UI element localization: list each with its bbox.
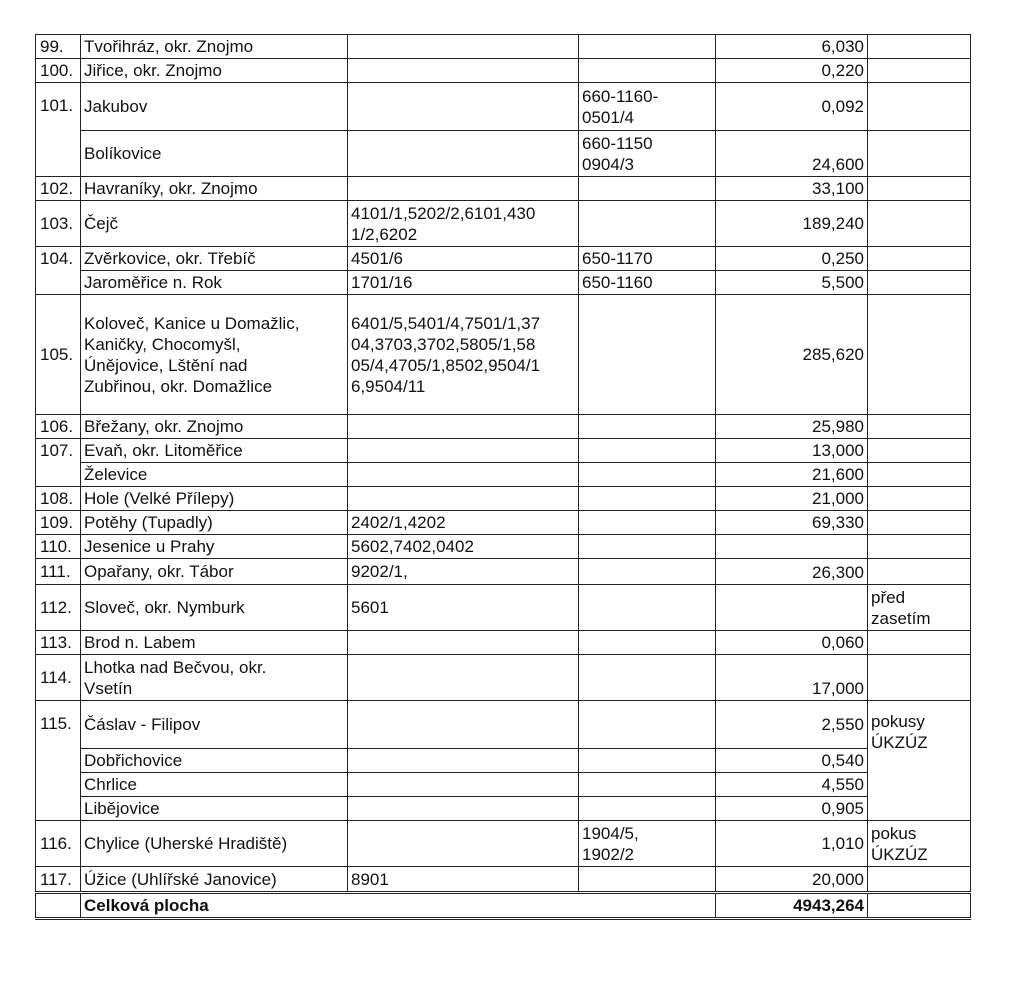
row-number: 115. [36, 701, 81, 821]
parcels-cell: 6401/5,5401/4,7501/1,37 04,3703,3702,5805/1,58 05/4,4705/1,8502,9504/1 6,9504/11 [348, 295, 579, 415]
location-cell: Želevice [81, 463, 348, 487]
table-row [36, 535, 971, 559]
location-cell: Dobřichovice [81, 749, 348, 773]
location-cell: Břežany, okr. Znojmo [81, 415, 348, 439]
area-cell: 0,060 [716, 631, 868, 655]
area-cell: 0,250 [716, 247, 868, 271]
table-row [36, 749, 971, 773]
table-row [36, 797, 971, 821]
total-row [36, 893, 971, 919]
area-cell: 13,000 [716, 439, 868, 463]
location-cell: Jesenice u Prahy [81, 535, 348, 559]
code-cell [579, 201, 716, 247]
table-row [36, 511, 971, 535]
note-cell [868, 295, 971, 415]
parcels-cell [348, 773, 579, 797]
area-cell: 0,905 [716, 797, 868, 821]
row-number: 104. [36, 247, 81, 295]
location-cell: Čejč [81, 201, 348, 247]
area-cell: 26,300 [716, 559, 868, 585]
row-number: 117. [36, 867, 81, 893]
parcels-cell [348, 131, 579, 177]
parcels-cell: 5602,7402,0402 [348, 535, 579, 559]
note-cell [868, 535, 971, 559]
location-cell: Chylice (Uherské Hradiště) [81, 821, 348, 867]
table-row [36, 247, 971, 271]
note-cell [868, 271, 971, 295]
row-number: 103. [36, 201, 81, 247]
area-cell: 6,030 [716, 35, 868, 59]
row-number: 116. [36, 821, 81, 867]
note-cell [868, 655, 971, 701]
location-cell: Tvořihráz, okr. Znojmo [81, 35, 348, 59]
code-cell [579, 655, 716, 701]
row-number: 107. [36, 439, 81, 487]
code-cell: 660-1160- 0501/4 [579, 83, 716, 131]
code-cell [579, 415, 716, 439]
table-row [36, 295, 971, 415]
parcels-cell [348, 59, 579, 83]
code-cell [579, 867, 716, 893]
row-number: 100. [36, 59, 81, 83]
code-cell [579, 463, 716, 487]
parcels-cell: 1701/16 [348, 271, 579, 295]
table-row [36, 131, 971, 177]
table-body [36, 35, 971, 919]
area-cell [716, 585, 868, 631]
location-cell: Potěhy (Tupadly) [81, 511, 348, 535]
note-cell [868, 247, 971, 271]
code-cell [579, 749, 716, 773]
table-row [36, 35, 971, 59]
row-number: 108. [36, 487, 81, 511]
code-cell: 660-1150 0904/3 [579, 131, 716, 177]
note-cell [868, 439, 971, 463]
table-row [36, 701, 971, 749]
location-cell: Libějovice [81, 797, 348, 821]
location-cell: Havraníky, okr. Znojmo [81, 177, 348, 201]
area-cell: 0,540 [716, 749, 868, 773]
total-value: 4943,264 [716, 893, 868, 919]
code-cell [579, 487, 716, 511]
code-cell [579, 295, 716, 415]
area-cell: 17,000 [716, 655, 868, 701]
row-number: 113. [36, 631, 81, 655]
code-cell [579, 35, 716, 59]
location-cell: Čáslav - Filipov [81, 701, 348, 749]
area-cell: 285,620 [716, 295, 868, 415]
code-cell [579, 59, 716, 83]
code-cell: 650-1170 [579, 247, 716, 271]
table-row [36, 177, 971, 201]
code-cell [579, 511, 716, 535]
area-cell: 1,010 [716, 821, 868, 867]
table-row [36, 487, 971, 511]
parcels-cell [348, 415, 579, 439]
locations-table [35, 34, 971, 920]
code-cell [579, 177, 716, 201]
note-cell: pokus ÚKZÚZ [868, 821, 971, 867]
area-cell: 21,000 [716, 487, 868, 511]
area-cell: 21,600 [716, 463, 868, 487]
location-cell: Opařany, okr. Tábor [81, 559, 348, 585]
code-cell [579, 773, 716, 797]
note-cell [868, 631, 971, 655]
parcels-cell: 5601 [348, 585, 579, 631]
table-row [36, 59, 971, 83]
note-cell [868, 415, 971, 439]
code-cell [579, 797, 716, 821]
document-sheet [35, 34, 970, 920]
table-row [36, 83, 971, 131]
area-cell: 24,600 [716, 131, 868, 177]
location-cell: Chrlice [81, 773, 348, 797]
row-number: 106. [36, 415, 81, 439]
code-cell [579, 631, 716, 655]
row-number: 105. [36, 295, 81, 415]
table-row [36, 439, 971, 463]
parcels-cell [348, 821, 579, 867]
row-number: 114. [36, 655, 81, 701]
parcels-cell [348, 487, 579, 511]
parcels-cell: 2402/1,4202 [348, 511, 579, 535]
table-row [36, 655, 971, 701]
location-cell: Bolíkovice [81, 131, 348, 177]
note-cell [868, 511, 971, 535]
code-cell: 650-1160 [579, 271, 716, 295]
parcels-cell [348, 797, 579, 821]
code-cell: 1904/5, 1902/2 [579, 821, 716, 867]
parcels-cell [348, 439, 579, 463]
note-cell [868, 35, 971, 59]
note-cell [868, 83, 971, 131]
parcels-cell [348, 631, 579, 655]
table-row [36, 463, 971, 487]
note-cell [868, 463, 971, 487]
area-cell: 25,980 [716, 415, 868, 439]
location-cell: Brod n. Labem [81, 631, 348, 655]
row-number: 102. [36, 177, 81, 201]
area-cell: 2,550 [716, 701, 868, 749]
location-cell: Jaroměřice n. Rok [81, 271, 348, 295]
location-cell: Jakubov [81, 83, 348, 131]
location-cell: Sloveč, okr. Nymburk [81, 585, 348, 631]
parcels-cell [348, 749, 579, 773]
note-cell [868, 177, 971, 201]
area-cell [716, 535, 868, 559]
table-row [36, 773, 971, 797]
code-cell [579, 535, 716, 559]
code-cell [579, 701, 716, 749]
note-cell [868, 867, 971, 893]
code-cell [579, 585, 716, 631]
note-cell [868, 559, 971, 585]
total-empty-cell [36, 893, 81, 919]
note-cell: před zasetím [868, 585, 971, 631]
location-cell: Úžice (Uhlířské Janovice) [81, 867, 348, 893]
parcels-cell [348, 463, 579, 487]
note-cell: pokusy ÚKZÚZ [868, 701, 971, 821]
area-cell: 20,000 [716, 867, 868, 893]
parcels-cell [348, 655, 579, 701]
row-number: 111. [36, 559, 81, 585]
area-cell: 4,550 [716, 773, 868, 797]
area-cell: 0,092 [716, 83, 868, 131]
table-row [36, 271, 971, 295]
row-number: 109. [36, 511, 81, 535]
total-note-cell [868, 893, 971, 919]
location-cell: Zvěrkovice, okr. Třebíč [81, 247, 348, 271]
parcels-cell: 4101/1,5202/2,6101,430 1/2,6202 [348, 201, 579, 247]
table-row [36, 631, 971, 655]
parcels-cell: 8901 [348, 867, 579, 893]
parcels-cell [348, 83, 579, 131]
note-cell [868, 487, 971, 511]
area-cell: 33,100 [716, 177, 868, 201]
table-row [36, 867, 971, 893]
area-cell: 5,500 [716, 271, 868, 295]
table-row [36, 201, 971, 247]
row-number: 110. [36, 535, 81, 559]
note-cell [868, 201, 971, 247]
row-number: 112. [36, 585, 81, 631]
location-cell: Jiřice, okr. Znojmo [81, 59, 348, 83]
area-cell: 69,330 [716, 511, 868, 535]
parcels-cell: 9202/1, [348, 559, 579, 585]
row-number: 101. [36, 83, 81, 177]
parcels-cell [348, 35, 579, 59]
location-cell: Koloveč, Kanice u Domažlic, Kaničky, Chocomyšl, Únějovice, Lštění nad Zubřinou, okr. Domažlice [81, 295, 348, 415]
note-cell [868, 131, 971, 177]
row-number: 99. [36, 35, 81, 59]
location-cell: Lhotka nad Bečvou, okr. Vsetín [81, 655, 348, 701]
parcels-cell: 4501/6 [348, 247, 579, 271]
table-row [36, 821, 971, 867]
parcels-cell [348, 701, 579, 749]
total-label: Celková plocha [81, 893, 716, 919]
table-row [36, 585, 971, 631]
area-cell: 189,240 [716, 201, 868, 247]
parcels-cell [348, 177, 579, 201]
location-cell: Hole (Velké Přílepy) [81, 487, 348, 511]
code-cell [579, 559, 716, 585]
location-cell: Evaň, okr. Litoměřice [81, 439, 348, 463]
area-cell: 0,220 [716, 59, 868, 83]
table-row [36, 559, 971, 585]
note-cell [868, 59, 971, 83]
code-cell [579, 439, 716, 463]
table-row [36, 415, 971, 439]
